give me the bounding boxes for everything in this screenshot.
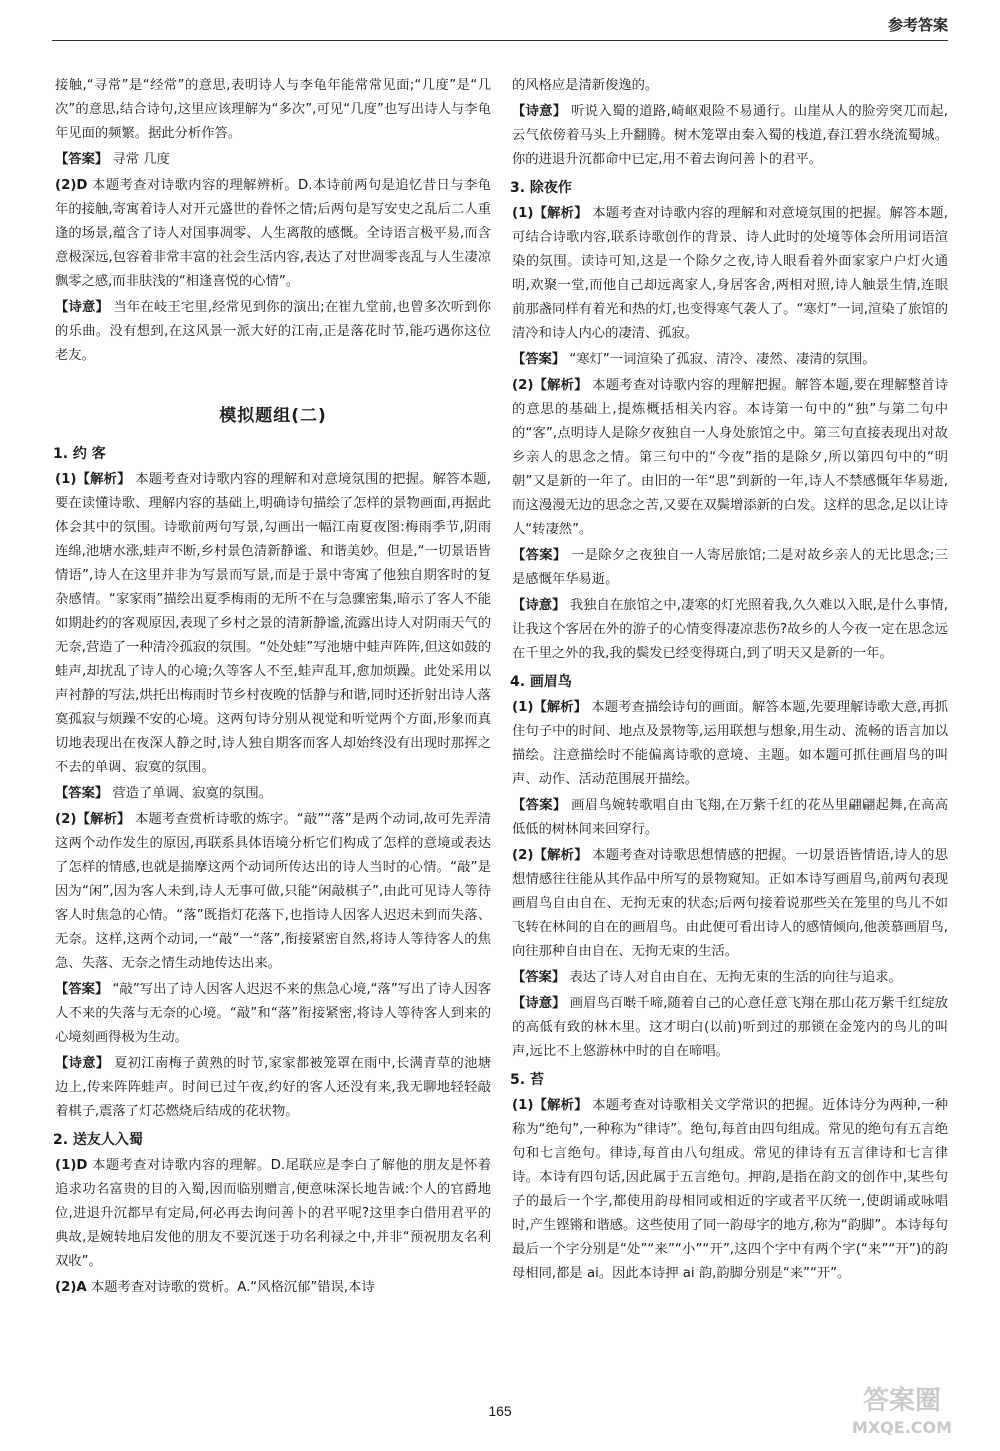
- answer-block: [512, 794, 948, 842]
- shiyi-text: 听说入蜀的道路,崎岖艰险不易通行。山崖从人的脸旁突兀而起,云气依傍着马头上升翻腾。树木笼罩由秦入蜀的栈道,春江碧水绕流蜀城。你的进退升沉都命中已定,用不着去询问善卜的君平。: [512, 104, 949, 167]
- question-text: 本题考查对诗歌内容的理解。D.尾联应是李白了解他的朋友是怀着追求功名富贵的目的入蜀,因而临别赠言,便意味深长地告诫:个人的官爵地位,进退升沉都早有定局,何必再去询问善卜的君平呢?这里李白借用君平的典故,是婉转地启发他的朋友不要沉迷于功名利禄之中,并非“预祝朋友名利双收”。: [55, 1158, 492, 1269]
- shiyi-text: 我独自在旅馆之中,凄寒的灯光照着我,久久难以入眠,是什么事情,让我这个客居在外的游子的心情变得凄凉悲伤?故乡的人今夜一定在思念远在千里之外的我,我的鬓发已经变得斑白,到了明天又是新的一年。: [512, 598, 949, 661]
- shiyi-text: 画眉鸟百啭千啼,随着自己的心意任意飞翔在那山花万紫千红绽放的高低有致的林木里。这才明白(以前)听到过的那锁在金笼内的鸟儿的叫声,远比不上悠游林中时的自在啼唱。: [512, 996, 948, 1059]
- shiyi-block: [55, 1052, 491, 1124]
- analysis-label: (1)【解析】: [512, 1098, 588, 1113]
- right-column: [512, 74, 948, 1288]
- shiyi-text: 夏初江南梅子黄熟的时节,家家都被笼罩在雨中,长满青草的池塘边上,传来阵阵蛙声。时间已过午夜,约好的客人还没有来,我无聊地轻轻敲着棋子,震落了灯芯燃烧后结成的花状物。: [55, 1056, 492, 1119]
- analysis-text: 本题考查赏析诗歌的炼字。“敲”“落”是两个动词,故可先弄清这两个动作发生的原因,再联系具体语境分析它们构成了怎样的意境或表达了怎样的情感,也就是揣摩这两个动词所传达出的诗人当时的心情。“敲”是因为“闲”,因为客人未到,诗人无事可做,只能“闲敲棋子”,由此可见诗人等待客人时焦急的心情。“落”既指灯花落下,也指诗人因客人迟迟未到而失落、无奈。这样,这两个动词,一“敲”一“落”,衔接紧密自然,将诗人等待客人的焦急、失落、无奈之情生动地传达出来。: [55, 812, 492, 971]
- answer-label: 【答案】: [512, 548, 567, 563]
- answer-text: 表达了诗人对自由自在、无拘无束的生活的向往与追求。: [569, 970, 902, 985]
- answer-block: [55, 148, 491, 172]
- page-header: 参考答案: [887, 16, 948, 34]
- question-title: 5. 苔: [510, 1072, 544, 1088]
- question-block: [55, 174, 491, 294]
- analysis-block: [512, 202, 948, 346]
- answer-label: 【答案】: [55, 786, 109, 801]
- shiyi-label: 【诗意】: [55, 1056, 110, 1071]
- shiyi-block: [512, 594, 948, 666]
- answer-block: [55, 782, 491, 806]
- answer-text: 营造了单调、寂寞的氛围。: [112, 786, 272, 801]
- question-title: 1. 约 客: [53, 446, 106, 462]
- answer-label: 【答案】: [512, 970, 566, 985]
- analysis-text: 本题考查对诗歌内容的理解和对意境氛围的把握。解答本题,可结合诗歌内容,联系诗歌创作的背景、诗人此时的处境等体会所用词语渲染的氛围。读诗可知,这是一个除夕之夜,诗人眼看着外面家家户户灯火通明,欢聚一堂,而他自己却远离家人,身居客舍,两相对照,诗人触景生情,连眼前那盏同样有着光和热的灯,也变得寒气袭人了。“寒灯”一词,渲染了旅馆的清冷和诗人内心的凄清、孤寂。: [512, 206, 948, 341]
- shiyi-block: [55, 296, 491, 368]
- question-title: 3. 除夜作: [510, 180, 572, 196]
- analysis-label: (1)【解析】: [512, 700, 588, 715]
- analysis-label: (2)【解析】: [512, 848, 588, 863]
- shiyi-label: 【诗意】: [512, 104, 567, 119]
- analysis-label: (2)【解析】: [512, 378, 588, 393]
- shiyi-label: 【诗意】: [512, 996, 566, 1011]
- answer-text: “敲”写出了诗人因客人迟迟不来的焦急心境,“落”写出了诗人因客人不来的失落与无奈的心境。“敲”和“落”衔接紧密,将诗人等待客人到来的心境刻画得极为生动。: [55, 982, 492, 1045]
- answer-label: 【答案】: [55, 982, 109, 997]
- answer-text: 画眉鸟婉转歌唱自由飞翔,在万紫千红的花丛里翩翩起舞,在高高低低的树林间来回穿行。: [512, 798, 949, 837]
- section-title: 模拟题组(二): [219, 406, 327, 426]
- analysis-text: 本题考查对诗歌思想情感的把握。一切景语皆情语,诗人的思想情感往往能从其作品中所写的景物窥知。正如本诗写画眉鸟,前两句表现画眉鸟自由自在、无拘无束的状态;后两句接着说那些关在笼里的鸟儿不如飞转在林间的自在的画眉鸟。由此便可看出诗人的感情倾向,他羡慕画眉鸟,向往那种自由自在、无拘无束的生活。: [512, 848, 948, 959]
- shiyi-label: 【诗意】: [512, 598, 566, 613]
- shiyi-block: [512, 992, 948, 1064]
- paragraph: 的风格应是清新俊逸的。: [512, 78, 659, 93]
- shiyi-block: [512, 100, 948, 172]
- analysis-block: [512, 1094, 948, 1286]
- question-title: 2. 送友人入蜀: [53, 1132, 143, 1148]
- page-number: 165: [488, 1403, 512, 1419]
- answer-text: “寒灯”一词渲染了孤寂、清冷、凄然、凄清的氛围。: [569, 352, 876, 367]
- analysis-block: [512, 844, 948, 964]
- answer-text: 寻常 几度: [112, 152, 170, 167]
- question-number: (2)D: [55, 178, 88, 193]
- answer-label: 【答案】: [512, 352, 566, 367]
- question-title: 4. 画眉鸟: [510, 674, 572, 690]
- analysis-block: [55, 808, 491, 976]
- analysis-label: (1)【解析】: [55, 472, 131, 487]
- answer-block: [512, 966, 948, 990]
- shiyi-label: 【诗意】: [55, 300, 109, 315]
- question-number: (2)A: [55, 1280, 87, 1295]
- shiyi-text: 当年在岐王宅里,经常见到你的演出;在崔九堂前,也曾多次听到你的乐曲。没有想到,在这风景一派大好的江南,正是落花时节,能巧遇你这位老友。: [55, 300, 491, 363]
- answer-block: [512, 544, 948, 592]
- watermark-line2: MXQE.COM: [851, 1418, 953, 1437]
- analysis-block: [512, 696, 948, 792]
- answer-label: 【答案】: [512, 798, 567, 813]
- header-rule: [52, 40, 948, 41]
- question-block: [55, 1276, 491, 1300]
- analysis-text: 本题考查对诗歌相关文学常识的把握。近体诗分为两种,一种称为“绝句”,一种称为“律诗”。绝句,每首由四句组成。常见的绝句有五言绝句和七言绝句。律诗,每首由八句组成。常见的律诗有五言律诗和七言律诗。本诗有四句话,因此属于五言绝句。押韵,是指在韵文的创作中,某些句子的最后一个字,都使用韵母相同或相近的字或者平仄统一,使朗诵或咏唱时,产生铿锵和谐感。这些使用了同一韵母字的地方,称为“韵脚”。本诗每句最后一个字分别是“处”“来”“小”“开”,这四个字中有两个字(“来”“开”)的韵母相同,都是 ai。因此本诗押 ai 韵,韵脚分别是“来”“开”。: [512, 1098, 948, 1281]
- analysis-block: [55, 468, 491, 780]
- answer-text: 一是除夕之夜独自一人寄居旅馆;二是对故乡亲人的无比思念;三是感慨年华易逝。: [512, 548, 949, 587]
- answer-label: 【答案】: [55, 152, 109, 167]
- question-text: 本题考查对诗歌内容的理解辨析。D.本诗前两句是追忆昔日与李龟年的接触,寄寓着诗人对开元盛世的眷怀之情;后两句是写安史之乱后二人重逢的场景,蕴含了诗人对国事凋零、人生离散的感慨。全诗语言极平易,而含意极深远,包容着非常丰富的社会生活内容,表达了对世凋零丧乱与人生凄凉飘零之感,而非肤浅的“相逢喜悦的心情”。: [55, 178, 492, 289]
- paragraph: 接触,“寻常”是“经常”的意思,表明诗人与李龟年能常常见面;“几度”是“几次”的意思,结合诗句,这里应该理解为“多次”,可见“几度”也写出诗人与李龟年见面的频繁。据此分析作答。: [55, 78, 491, 141]
- analysis-label: (1)【解析】: [512, 206, 588, 221]
- answer-block: [512, 348, 948, 372]
- answer-block: [55, 978, 491, 1050]
- question-text: 本题考查对诗歌的赏析。A.“风格沉郁”错误,本诗: [90, 1280, 375, 1295]
- question-block: [55, 1154, 491, 1274]
- watermark-logo: [822, 1381, 982, 1441]
- question-number: (1)D: [55, 1158, 88, 1173]
- analysis-block: [512, 374, 948, 542]
- analysis-label: (2)【解析】: [55, 812, 131, 827]
- analysis-text: 本题考查对诗歌内容的理解和对意境氛围的把握。解答本题,要在读懂诗歌、理解内容的基础上,明确诗句描绘了怎样的景物画面,再据此体会其中的氛围。诗歌前两句写景,勾画出一幅江南夏夜图:梅雨季节,阴雨连绵,池塘水涨,蛙声不断,乡村景色清新静谧、和谐美妙。但是,“一切景语皆情语”,诗人在这里并非为写景而写景,而是于景中寄寓了他独自期客时的复杂感情。“家家雨”描绘出夏季梅雨的无所不在与急骤密集,暗示了客人不能如期赴约的客观原因,表现了乡村之景的清新静谧,流露出诗人对阴雨天气的无奈,营造了一种清冷孤寂的氛围。“处处蛙”写池塘中蛙声阵阵,但这如鼓的蛙声,却扰乱了诗人的心境;久等客人不至,蛙声乱耳,愈加烦躁。此处采用以声衬静的写法,烘托出梅雨时节乡村夜晚的恬静与和谐,同时还折射出诗人落寞孤寂与烦躁不安的心境。这两句诗分别从视觉和听觉两个方面,形象而真切地表现出在夜深人静之时,诗人独自期客而客人却始终没有出现时那挥之不去的单调、寂寞的氛围。: [55, 472, 491, 775]
- left-column: [55, 74, 491, 1302]
- analysis-text: 本题考查对诗歌内容的理解把握。解答本题,要在理解整首诗的意思的基础上,提炼概括相关内容。本诗第一句中的“独”与第二句中的“客”,点明诗人是除夕夜独自一人身处旅馆之中。第三句直接表现出对故乡亲人的思念之情。第三句中的“今夜”指的是除夕,所以第四句中的“明朝”又是新的一年了。由旧的一年“思”到新的一年,诗人不禁感慨年华易逝,而这漫漫无边的思念之苦,又要在双鬓增添新的白发。这样的思念,足以让诗人“转凄然”。: [512, 378, 948, 537]
- watermark-line1: 答案圈: [862, 1386, 942, 1416]
- analysis-text: 本题考查描绘诗句的画面。解答本题,先要理解诗歌大意,再抓住句子中的时间、地点及景物等,运用联想与想象,用生动、流畅的语言加以描绘。注意描绘时不能偏离诗歌的意境、主题。如本题可抓住画眉鸟的叫声、动作、活动范围展开描绘。: [512, 700, 949, 787]
